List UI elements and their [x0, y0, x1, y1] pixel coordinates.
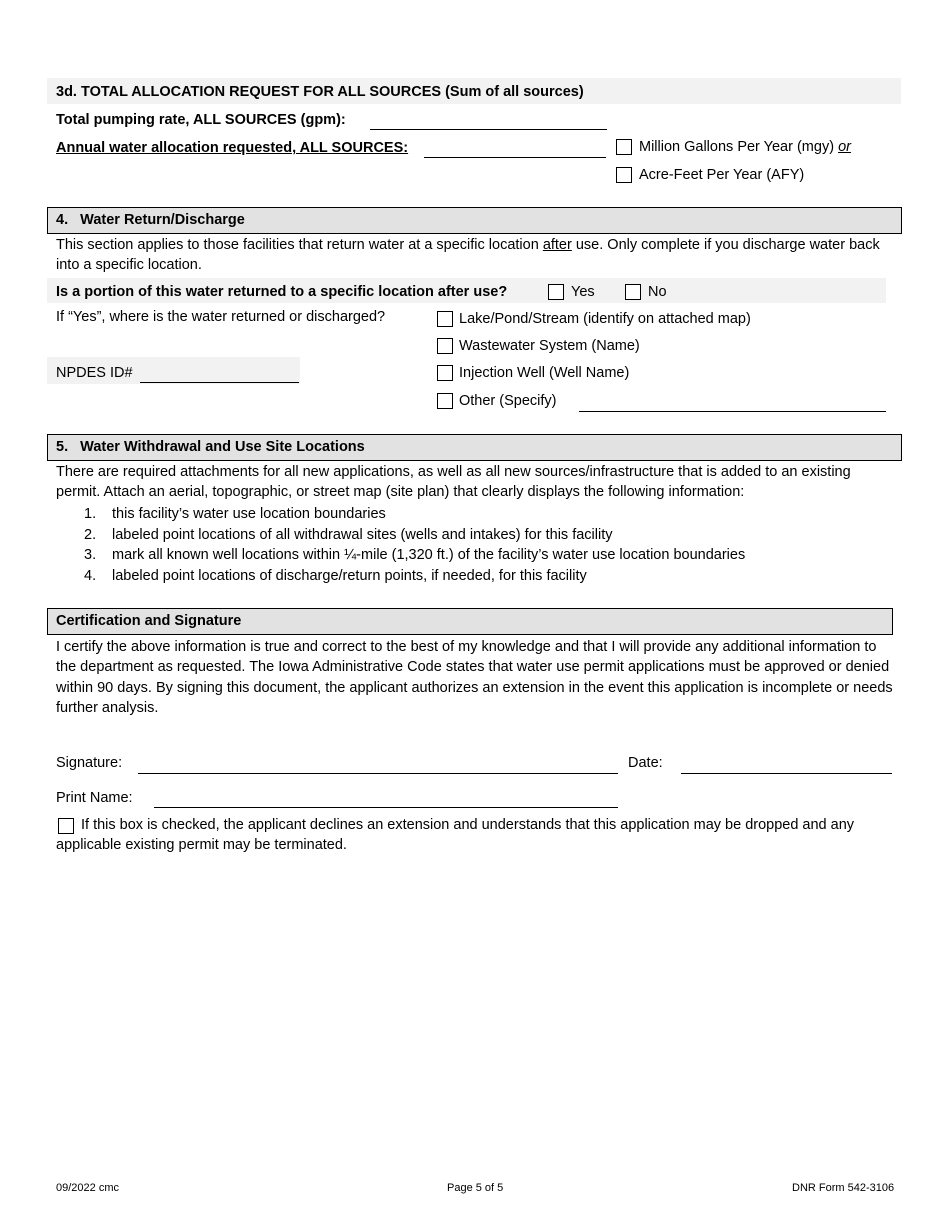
- list-item: [84, 545, 745, 565]
- injection-well-checkbox[interactable]: [437, 365, 453, 381]
- date-label: Date:: [628, 755, 663, 771]
- afy-label: Acre-Feet Per Year (AFY): [639, 167, 805, 183]
- signature-label: Signature:: [56, 755, 123, 771]
- desc-part-1: This section applies to those facilities that return water at a specific location: [56, 237, 543, 253]
- footer-form-number: DNR Form 542-3106: [792, 1182, 895, 1194]
- npdes-label: NPDES ID#: [56, 365, 133, 381]
- where-returned-label: If “Yes”, where is the water returned or discharged?: [56, 309, 386, 325]
- list-item: [84, 504, 386, 524]
- certification-title: Certification and Signature: [56, 613, 242, 629]
- section-3d-title: 3d. TOTAL ALLOCATION REQUEST FOR ALL SOURCES (Sum of all sources): [56, 84, 584, 100]
- no-checkbox[interactable]: [625, 284, 641, 300]
- decline-extension-text: If this box is checked, the applicant declines an extension and understands that this application may be dropped and any applicable existing permit may be terminated.: [56, 817, 855, 854]
- npdes-id-field[interactable]: [140, 382, 299, 383]
- print-name-label: Print Name:: [56, 790, 133, 806]
- section-4-description: [56, 235, 901, 276]
- or-text: or: [838, 139, 851, 155]
- list-number: 3.: [84, 547, 97, 563]
- list-text: labeled point locations of all withdrawal sites (wells and intakes) for this facility: [112, 527, 613, 543]
- list-number: 4.: [84, 568, 97, 584]
- list-text: this facility’s water use location boundaries: [112, 506, 386, 522]
- list-text: mark all known well locations within ¼-mile (1,320 ft.) of the facility’s water use location boundaries: [112, 547, 746, 563]
- injection-well-label: Injection Well (Well Name): [459, 365, 630, 381]
- yes-label: Yes: [571, 284, 595, 300]
- section-5-description: There are required attachments for all new applications, as well as all new sources/infrastructure that is added to an existing permit. Attach an aerial, topographic, or street map (site plan) that clearly displays the following information:: [56, 464, 851, 501]
- desc-after-word: after: [542, 237, 572, 253]
- desc-part-2: use. Only complete if you discharge water back into a specific location.: [56, 237, 880, 274]
- return-question: Is a portion of this water returned to a specific location after use?: [56, 284, 508, 300]
- list-number: 1.: [84, 506, 97, 522]
- certification-text: I certify the above information is true and correct to the best of my knowledge and that I will provide any additional information to the department as requested. The Iowa Administrative Code states that water use permit applications must be approved or denied within 90 days. By signing this document, the applicant authorizes an extension in the event this application is incomplete or needs further analysis.: [56, 639, 893, 716]
- footer-page-number: Page 5 of 5: [447, 1182, 504, 1194]
- list-text: labeled point locations of discharge/return points, if needed, for this facility: [112, 568, 587, 584]
- mgy-label: Million Gallons Per Year (mgy): [639, 139, 835, 155]
- print-name-field[interactable]: [154, 807, 618, 808]
- other-specify-field[interactable]: [579, 411, 886, 412]
- mgy-checkbox[interactable]: [616, 139, 632, 155]
- annual-allocation-field[interactable]: [424, 157, 606, 158]
- other-checkbox[interactable]: [437, 393, 453, 409]
- wastewater-system-checkbox[interactable]: [437, 338, 453, 354]
- date-field[interactable]: [681, 773, 892, 774]
- no-label: No: [648, 284, 667, 300]
- footer-revision: 09/2022 cmc: [56, 1182, 119, 1194]
- section-5-title: 5. Water Withdrawal and Use Site Locations: [56, 439, 365, 455]
- annual-allocation-label: Annual water allocation requested, ALL SOURCES:: [56, 140, 409, 156]
- signature-field[interactable]: [138, 773, 618, 774]
- pumping-rate-field[interactable]: [370, 129, 607, 130]
- other-label: Other (Specify): [459, 393, 557, 409]
- wastewater-system-label: Wastewater System (Name): [459, 338, 640, 354]
- pumping-rate-label: Total pumping rate, ALL SOURCES (gpm):: [56, 112, 346, 128]
- lake-pond-stream-label: Lake/Pond/Stream (identify on attached map): [459, 311, 751, 327]
- mgy-option: [639, 137, 851, 157]
- afy-checkbox[interactable]: [616, 167, 632, 183]
- section-4-title: 4. Water Return/Discharge: [56, 212, 245, 228]
- list-item: [84, 525, 612, 545]
- list-item: [84, 566, 587, 586]
- list-number: 2.: [84, 527, 97, 543]
- yes-checkbox[interactable]: [548, 284, 564, 300]
- lake-pond-stream-checkbox[interactable]: [437, 311, 453, 327]
